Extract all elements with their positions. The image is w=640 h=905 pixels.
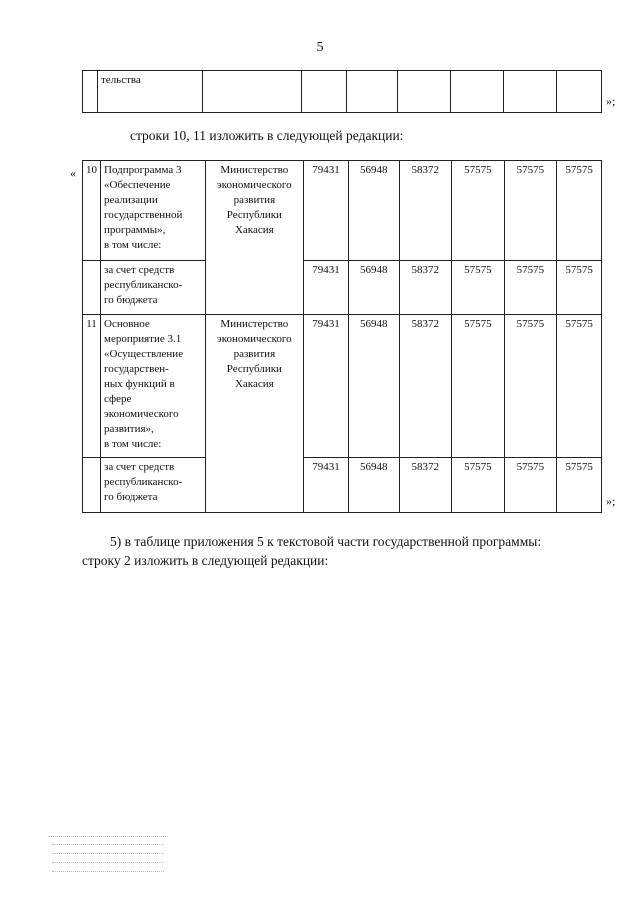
value-cell: 79431 xyxy=(304,261,349,315)
table-cell: тельства xyxy=(98,71,203,113)
row-description: Подпрограмма 3 «Обеспечение реализации государственной программы», в том числе: xyxy=(101,161,206,261)
value-cell: 56948 xyxy=(348,458,399,513)
value-cell: 58372 xyxy=(399,261,452,315)
value-cell: 57575 xyxy=(504,458,557,513)
value-cell: 58372 xyxy=(399,315,452,458)
table-cell xyxy=(504,71,557,113)
row-description: за счет средств республиканско- го бюджета xyxy=(101,261,206,315)
table-cell xyxy=(557,71,602,113)
table-row xyxy=(83,458,602,513)
paragraph-5-line2: строку 2 изложить в следующей редакции: xyxy=(82,553,329,568)
value-cell: 79431 xyxy=(304,315,349,458)
value-cell: 57575 xyxy=(452,261,505,315)
value-cell: 57575 xyxy=(557,315,602,458)
value-cell: 57575 xyxy=(504,161,557,261)
row-number: 11 xyxy=(83,315,101,458)
value-cell: 56948 xyxy=(348,315,399,458)
table-row xyxy=(83,315,602,458)
value-cell: 79431 xyxy=(304,458,349,513)
faded-stamp xyxy=(48,836,168,881)
main-table xyxy=(82,160,602,513)
value-cell: 57575 xyxy=(452,458,505,513)
table-row xyxy=(83,71,602,113)
open-quote: « xyxy=(70,166,76,180)
table-row xyxy=(83,261,602,315)
table-cell xyxy=(83,71,98,113)
responsible-organization: Министерство экономического развития Республики Хакасия xyxy=(205,161,304,315)
row-number: 10 xyxy=(83,161,101,261)
value-cell: 57575 xyxy=(504,261,557,315)
value-cell: 56948 xyxy=(348,261,399,315)
value-cell: 58372 xyxy=(399,161,452,261)
table-cell xyxy=(398,71,451,113)
top-table-fragment xyxy=(82,70,602,113)
table-cell xyxy=(347,71,398,113)
table-cell xyxy=(203,71,302,113)
row-number xyxy=(83,458,101,513)
value-cell: 57575 xyxy=(557,458,602,513)
intro-text: строки 10, 11 изложить в следующей редакции: xyxy=(130,128,404,143)
table-cell xyxy=(302,71,347,113)
table-row xyxy=(83,161,602,261)
value-cell: 57575 xyxy=(452,161,505,261)
row-description: Основное мероприятие 3.1 «Осуществление государствен- ных функций в сфере экономического развития», в том числе: xyxy=(101,315,206,458)
responsible-organization: Министерство экономического развития Республики Хакасия xyxy=(205,315,304,513)
close-quote: »; xyxy=(606,494,616,508)
table-cell xyxy=(451,71,504,113)
value-cell: 56948 xyxy=(348,161,399,261)
paragraph-5-line1: 5) в таблице приложения 5 к текстовой части государственной программы: xyxy=(110,534,542,549)
value-cell: 57575 xyxy=(504,315,557,458)
top-closing-quote: »; xyxy=(606,94,616,108)
row-number xyxy=(83,261,101,315)
value-cell: 58372 xyxy=(399,458,452,513)
value-cell: 79431 xyxy=(304,161,349,261)
value-cell: 57575 xyxy=(557,261,602,315)
value-cell: 57575 xyxy=(452,315,505,458)
value-cell: 57575 xyxy=(557,161,602,261)
row-description: за счет средств республиканско- го бюджета xyxy=(101,458,206,513)
page-number: 5 xyxy=(316,40,324,55)
